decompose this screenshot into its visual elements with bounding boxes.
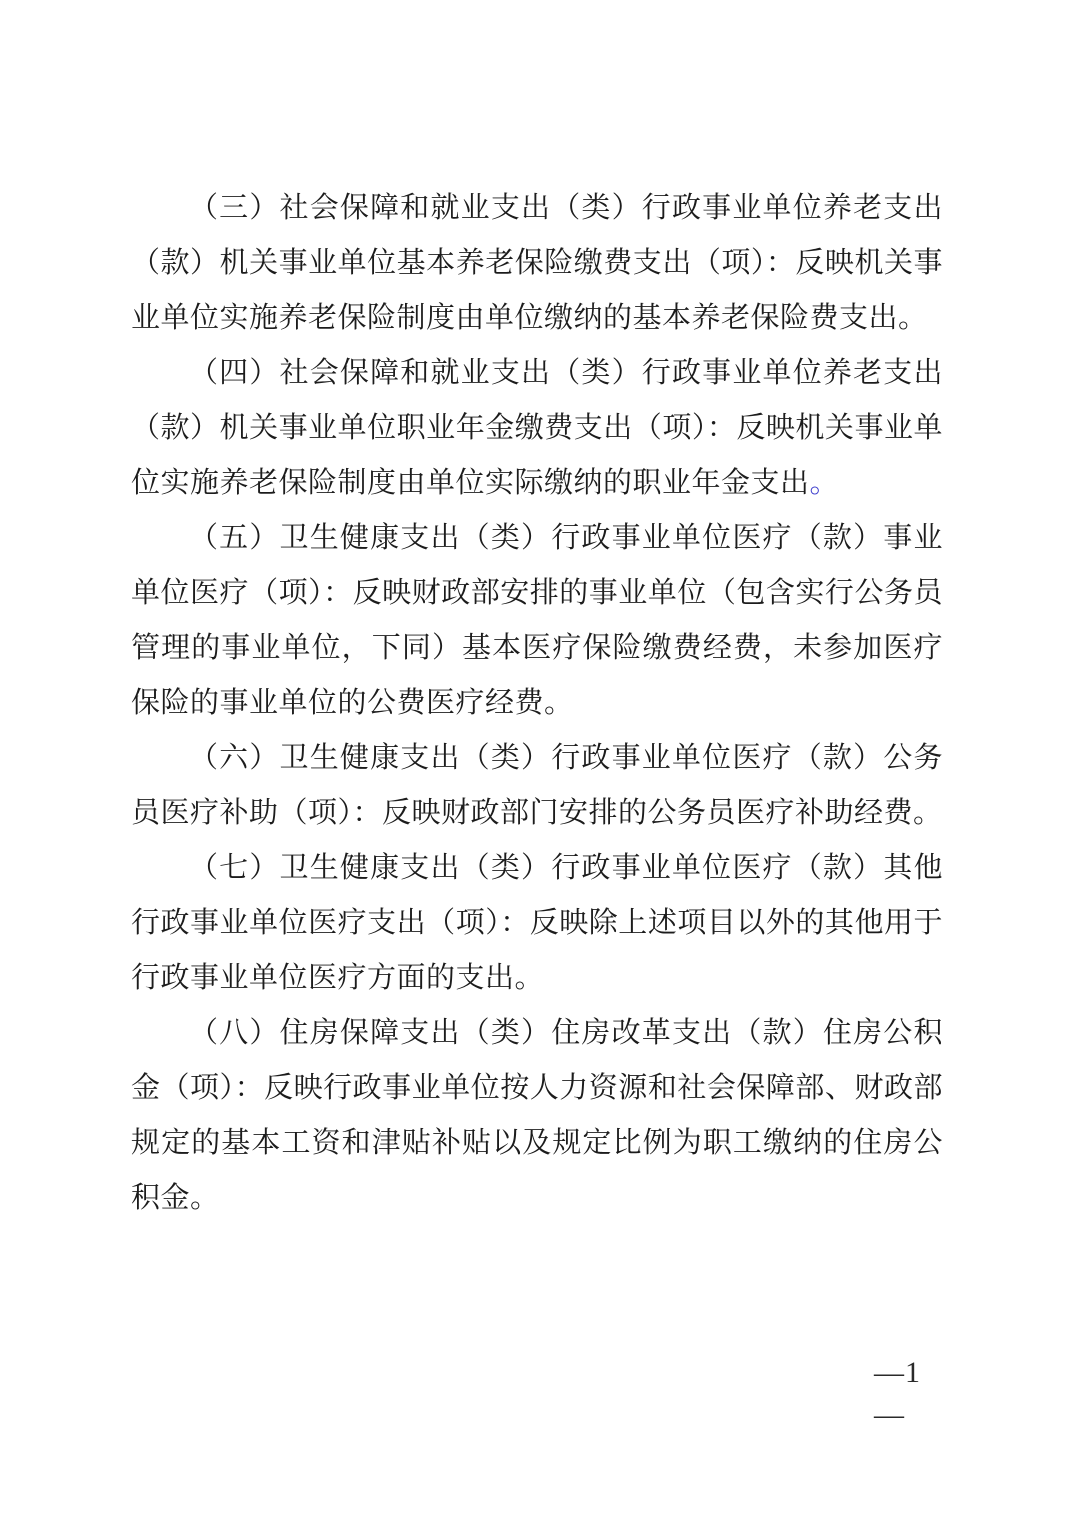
clause-6-paragraph	[131, 731, 943, 841]
clause-6-text: （六）卫生健康支出（类）行政事业单位医疗（款）公务员医疗补助（项）：反映财政部门安排的公务员医疗补助经费。	[131, 742, 943, 829]
clause-4-paragraph	[131, 346, 943, 511]
clause-3-paragraph	[131, 181, 943, 346]
clause-5-text: （五）卫生健康支出（类）行政事业单位医疗（款）事业单位医疗（项）：反映财政部安排的事业单位（包含实行公务员管理的事业单位，下同）基本医疗保险缴费经费，未参加医疗保险的事业单位的公费医疗经费。	[131, 522, 943, 719]
document-body	[131, 181, 943, 1226]
page-number	[874, 1352, 921, 1436]
clause-4-suffix-blue-period: 。	[809, 467, 840, 499]
clause-5-paragraph	[131, 511, 943, 731]
page-number-line-2: —	[874, 1398, 905, 1431]
clause-7-paragraph	[131, 841, 943, 1006]
clause-7-text: （七）卫生健康支出（类）行政事业单位医疗（款）其他行政事业单位医疗支出（项）：反映除上述项目以外的其他用于行政事业单位医疗方面的支出。	[131, 852, 943, 994]
clause-4-text: （四）社会保障和就业支出（类）行政事业单位养老支出（款）机关事业单位职业年金缴费支出（项）：反映机关事业单位实施养老保险制度由单位实际缴纳的职业年金支出	[131, 357, 943, 499]
page-number-line-1: —1	[874, 1356, 921, 1389]
clause-8-paragraph	[131, 1006, 943, 1226]
clause-8-text: （八）住房保障支出（类）住房改革支出（款）住房公积金（项）：反映行政事业单位按人力资源和社会保障部、财政部规定的基本工资和津贴补贴以及规定比例为职工缴纳的住房公积金。	[131, 1017, 943, 1214]
clause-3-text: （三）社会保障和就业支出（类）行政事业单位养老支出（款）机关事业单位基本养老保险缴费支出（项）：反映机关事业单位实施养老保险制度由单位缴纳的基本养老保险费支出。	[131, 192, 943, 334]
